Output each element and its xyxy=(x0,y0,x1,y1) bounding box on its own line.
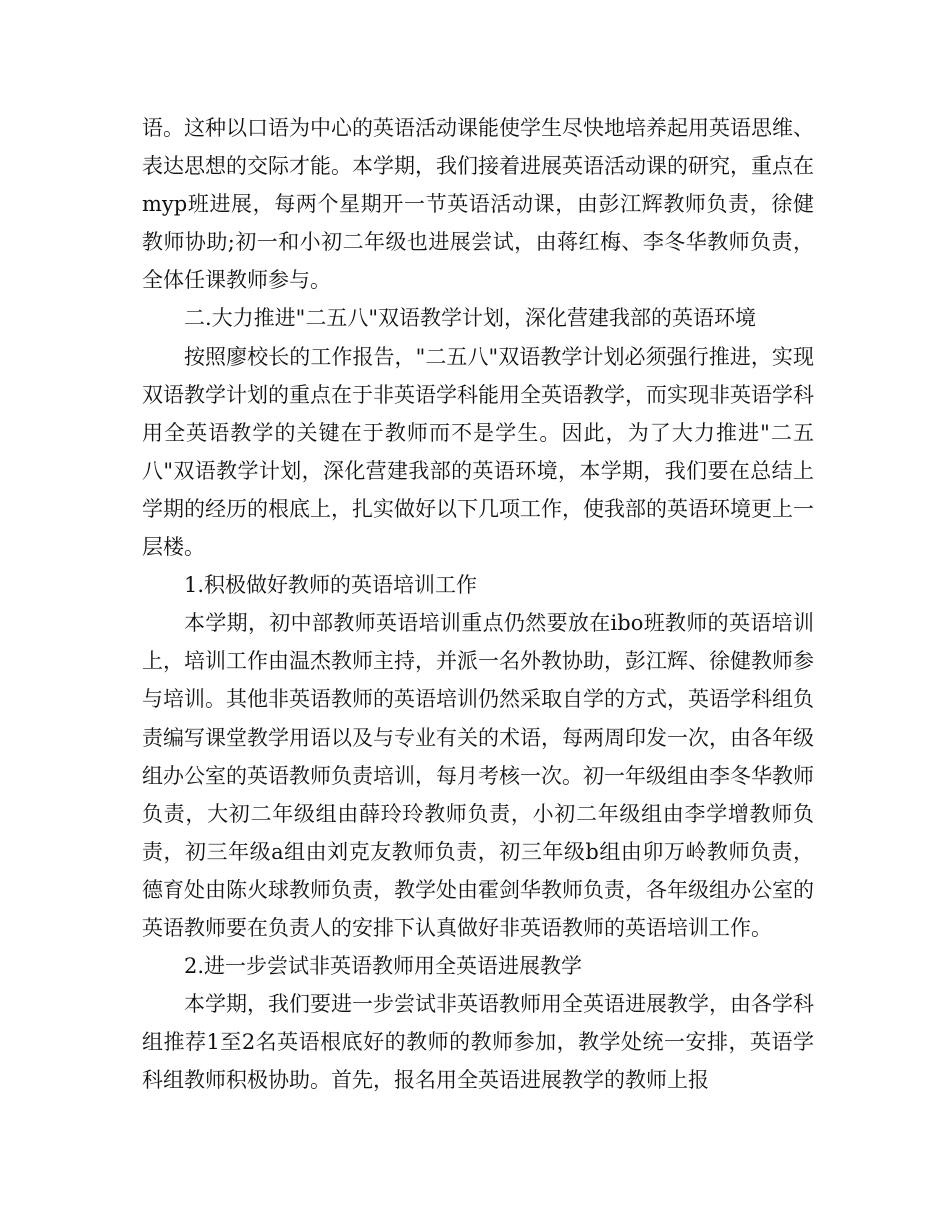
subheading-2: 2.进一步尝试非英语教师用全英语进展教学 xyxy=(184,954,583,979)
section-heading-2: 二.大力推进"二五八"双语教学计划，深化营建我部的英语环境 xyxy=(184,306,756,331)
paragraph-7: 本学期，我们要进一步尝试非英语教师用全英语进展教学，由各学科组推荐1至2名英语根底好的教师的教师参加，教学处统一安排，英语学科组教师积极协助。首先，报名用全英语进展教学的教师上报 xyxy=(142,992,814,1093)
subheading-1: 1.积极做好教师的英语培训工作 xyxy=(184,573,478,598)
document-body xyxy=(142,109,814,1099)
paragraph-3: 按照廖校长的工作报告，"二五八"双语教学计划必须强行推进，实现双语教学计划的重点在于非英语学科能用全英语教学，而实现非英语学科用全英语教学的关键在于教师而不是学生。因此，为了大力推进"二五八"双语教学计划，深化营建我部的英语环境，本学期，我们要在总结上学期的经历的根底上，扎实做好以下几项工作，使我部的英语环境更上一层楼。 xyxy=(142,344,814,560)
paragraph-1: 语。这种以口语为中心的英语活动课能使学生尽快地培养起用英语思维、表达思想的交际才能。本学期，我们接着进展英语活动课的研究，重点在myp班进展，每两个星期开一节英语活动课，由彭江辉教师负责，徐健教师协助;初一和小初二年级也进展尝试，由蒋红梅、李冬华教师负责，全体任课教师参与。 xyxy=(142,116,814,293)
paragraph-5: 本学期，初中部教师英语培训重点仍然要放在ibo班教师的英语培训上，培训工作由温杰教师主持，并派一名外教协助，彭江辉、徐健教师参与培训。其他非英语教师的英语培训仍然采取自学的方式，英语学科组负责编写课堂教学用语以及与专业有关的术语，每两周印发一次，由各年级组办公室的英语教师负责培训，每月考核一次。初一年级组由李冬华教师负责，大初二年级组由薛玲玲教师负责，小初二年级组由李学增教师负责，初三年级a组由刘克友教师负责，初三年级b组由卯万岭教师负责，德育处由陈火球教师负责，教学处由霍剑华教师负责，各年级组办公室的英语教师要在负责人的安排下认真做好非英语教师的英语培训工作。 xyxy=(142,611,814,940)
